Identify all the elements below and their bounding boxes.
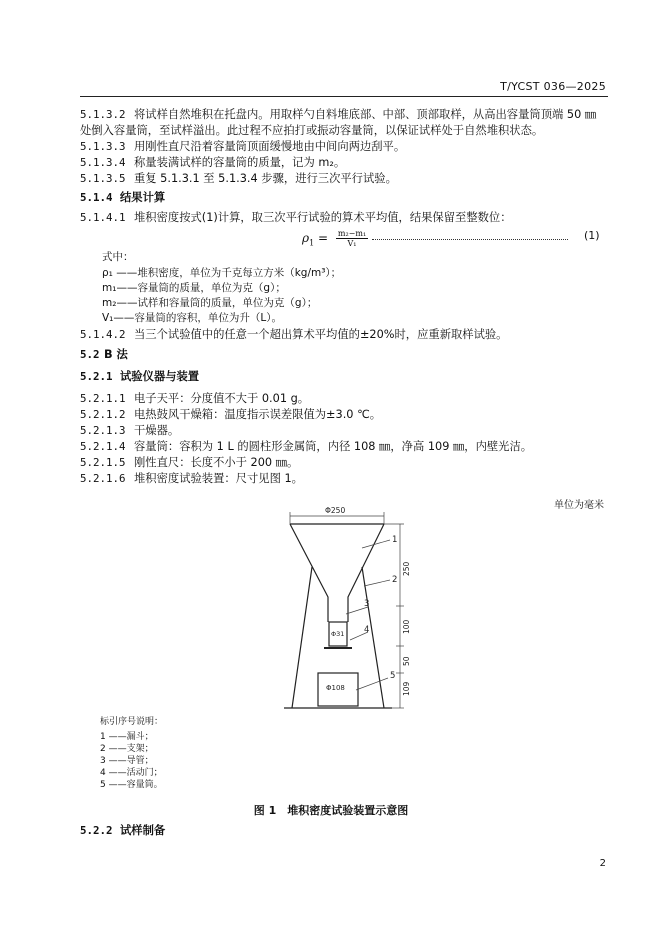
- legend-item-1: 1 ——漏斗；: [100, 732, 154, 742]
- clause-number: 5.1.3.3: [80, 140, 126, 153]
- dim-label-tube: Φ31: [331, 630, 345, 638]
- label-3: 3: [364, 599, 370, 609]
- formula-rho: ρ: [302, 231, 310, 245]
- funnel-body: [290, 524, 328, 622]
- clause-number: 5.1.3.5: [80, 172, 126, 185]
- dim-label-cup: Φ108: [326, 684, 345, 692]
- clause-number: 5.2.1.3: [80, 424, 126, 437]
- formula-numerator: m₂−m₁: [337, 229, 367, 238]
- dim-label-109: 109: [402, 681, 411, 696]
- leader-5: [356, 678, 388, 690]
- legend-item-3: 3 ——导管；: [100, 756, 154, 766]
- clause-number: 5.1.4.1: [80, 211, 126, 224]
- dim-label-250: 250: [402, 561, 411, 576]
- heading-title: B 法: [104, 348, 128, 361]
- label-4: 4: [364, 625, 370, 635]
- label-1: 1: [392, 535, 398, 545]
- clause-text: 电子天平：分度值不大于 0.01 g。: [134, 392, 310, 405]
- clause-text: 称量装满试样的容量筒的质量，记为 m₂。: [134, 156, 346, 169]
- unit-note: 单位为毫米: [554, 500, 604, 511]
- formula-denominator: V₁: [347, 239, 357, 248]
- clause-number: 5.1.3.4: [80, 156, 126, 169]
- clause-number: 5.1.3.2: [80, 108, 126, 121]
- definition-m1: m₁——容量筒的质量，单位为克（g）；: [102, 282, 286, 294]
- heading-number: 5.2: [80, 348, 100, 361]
- clause-number: 5.2.1.1: [80, 392, 126, 405]
- clause-text: 堆积密度按式(1)计算，取三次平行试验的算术平均值，结果保留至整数位：: [134, 211, 512, 224]
- figure-caption: 图 1 堆积密度试验装置示意图: [253, 804, 409, 817]
- label-5: 5: [390, 671, 396, 681]
- legend-item-4: 4 ——活动门；: [100, 768, 163, 778]
- heading-title: 结果计算: [120, 191, 166, 204]
- heading-number: 5.2.2: [80, 824, 113, 837]
- clause-text: 干燥器。: [134, 424, 180, 437]
- dim-label-100: 100: [402, 619, 411, 634]
- heading-number: 5.2.1: [80, 370, 113, 383]
- label-2: 2: [392, 575, 398, 585]
- clause-text: 电热鼓风干燥箱：温度指示误差限值为±3.0 ℃。: [134, 408, 382, 421]
- heading-5-2-2: [80, 823, 165, 839]
- standard-code: T/YCST 036—2025: [500, 80, 606, 93]
- support-leg-left: [292, 567, 312, 708]
- clause-5-1-3-2-line2: 处倒入容量筒，至试样溢出。此过程不应拍打或振动容量筒，以保证试样处于自然堆积状态。: [80, 124, 544, 137]
- definition-v1: V₁——容量筒的容积，单位为升（L）。: [102, 312, 282, 324]
- clause-text: 将试样自然堆积在托盘内。用取样勺自料堆底部、中部、顶部取样，从高出容量筒顶端 50 ㎜: [134, 108, 597, 121]
- definition-rho: ρ₁ ——堆积密度，单位为千克每立方米（kg/m³）；: [102, 267, 342, 279]
- where-label: 式中：: [102, 251, 134, 263]
- definition-m2: m₂——试样和容量筒的质量，单位为克（g）；: [102, 297, 318, 309]
- clause-text: 用刚性直尺沿着容量筒顶面缓慢地由中间向两边刮平。: [134, 140, 406, 153]
- dim-label-top: Φ250: [325, 506, 346, 515]
- legend-item-5: 5 ——容量筒。: [100, 780, 163, 790]
- clause-text: 当三个试验值中的任意一个超出算术平均值的±20%时，应重新取样试验。: [134, 328, 508, 341]
- heading-title: 试验仪器与装置: [120, 370, 200, 383]
- formula-rho-sub: 1: [309, 238, 315, 248]
- clause-number: 5.2.1.4: [80, 440, 126, 453]
- dim-label-50: 50: [402, 656, 411, 666]
- heading-number: 5.1.4: [80, 191, 113, 204]
- equation-number: (1): [584, 229, 600, 242]
- legend-title: 标引序号说明：: [100, 717, 164, 727]
- clause-text: 刚性直尺：长度不小于 200 ㎜。: [134, 456, 299, 469]
- page-number: 2: [599, 858, 606, 869]
- legend-item-2: 2 ——支架；: [100, 744, 154, 754]
- clause-text: 容量筒：容积为 1 L 的圆柱形金属筒，内径 108 ㎜，净高 109 ㎜，内壁光洁。: [134, 440, 533, 453]
- leader-2: [364, 580, 390, 586]
- heading-title: 试样制备: [120, 824, 166, 837]
- clause-number: 5.2.1.6: [80, 472, 126, 485]
- clause-number: 5.2.1.2: [80, 408, 126, 421]
- clause-number: 5.1.4.2: [80, 328, 126, 341]
- formula-equals: =: [317, 231, 329, 245]
- clause-text: 重复 5.1.3.1 至 5.1.3.4 步骤，进行三次平行试验。: [134, 172, 397, 185]
- clause-number: 5.2.1.5: [80, 456, 126, 469]
- clause-text: 堆积密度试验装置：尺寸见图 1。: [134, 472, 303, 485]
